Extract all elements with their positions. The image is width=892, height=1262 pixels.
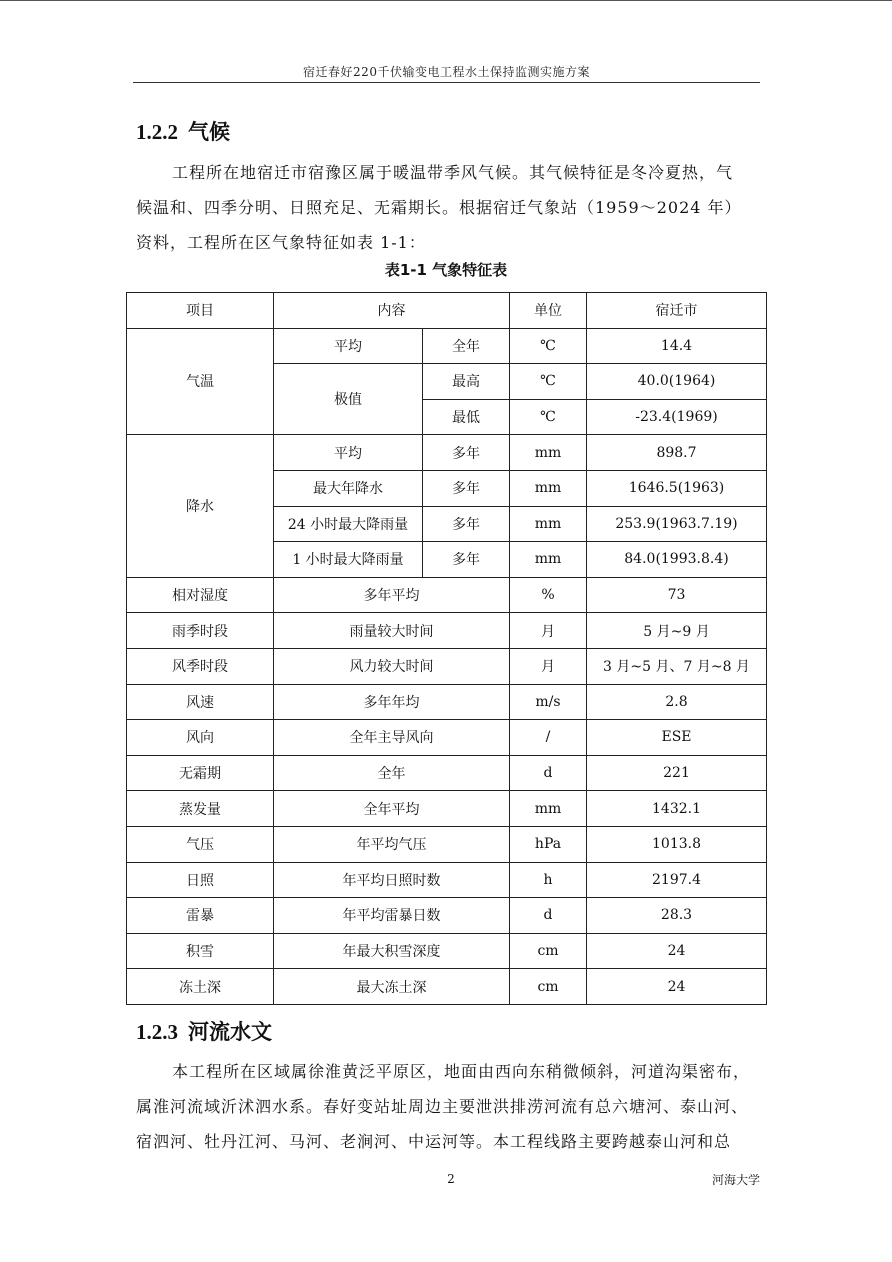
item-cell: 冻土深 — [127, 969, 274, 1005]
header-value: 宿迁市 — [587, 293, 767, 329]
table-row — [127, 862, 767, 898]
content-cell: 多年平均 — [274, 577, 510, 613]
item-cell: 积雪 — [127, 933, 274, 969]
header-item: 项目 — [127, 293, 274, 329]
climate-table — [126, 292, 767, 1005]
footer-organization: 河海大学 — [711, 1173, 760, 1187]
table-row — [127, 328, 767, 364]
header-unit: 单位 — [510, 293, 587, 329]
period-cell: 最高 — [423, 364, 510, 400]
content-cell: 最大年降水 — [274, 470, 423, 506]
table-row — [127, 435, 767, 471]
unit-cell: mm — [510, 470, 587, 506]
content-cell: 全年平均 — [274, 791, 510, 827]
content-cell: 24 小时最大降雨量 — [274, 506, 423, 542]
value-cell: 24 — [587, 969, 767, 1005]
section-heading-climate — [136, 116, 230, 146]
item-cell: 风季时段 — [127, 648, 274, 684]
paragraph-line: 属淮河流域沂沭泗水系。春好变站址周边主要泄洪排涝河流有总六塘河、泰山河、 — [136, 1097, 749, 1116]
unit-cell: 月 — [510, 613, 587, 649]
table-row — [127, 826, 767, 862]
value-cell: 24 — [587, 933, 767, 969]
value-cell: 1646.5(1963) — [587, 470, 767, 506]
item-cell: 风速 — [127, 684, 274, 720]
table-row — [127, 755, 767, 791]
item-cell: 日照 — [127, 862, 274, 898]
value-cell: 2197.4 — [587, 862, 767, 898]
unit-cell: mm — [510, 435, 587, 471]
table-row — [127, 577, 767, 613]
unit-cell: d — [510, 755, 587, 791]
unit-cell: h — [510, 862, 587, 898]
unit-cell: cm — [510, 969, 587, 1005]
unit-cell: mm — [510, 791, 587, 827]
unit-cell: m/s — [510, 684, 587, 720]
content-cell: 极值 — [274, 364, 423, 435]
period-cell: 多年 — [423, 506, 510, 542]
value-cell: 5 月~9 月 — [587, 613, 767, 649]
value-cell: 40.0(1964) — [587, 364, 767, 400]
section-number: 1.2.2 — [136, 120, 178, 144]
content-cell: 年最大积雪深度 — [274, 933, 510, 969]
value-cell: 14.4 — [587, 328, 767, 364]
table-row — [127, 648, 767, 684]
table-header-row — [127, 293, 767, 329]
content-cell: 全年主导风向 — [274, 720, 510, 756]
value-cell: 84.0(1993.8.4) — [587, 542, 767, 578]
section-title: 气候 — [188, 120, 230, 144]
item-cell: 气压 — [127, 826, 274, 862]
unit-cell: 月 — [510, 648, 587, 684]
paragraph-line: 资料，工程所在区气象特征如表 1-1： — [136, 233, 426, 252]
unit-cell: / — [510, 720, 587, 756]
item-cell: 无霜期 — [127, 755, 274, 791]
unit-cell: mm — [510, 506, 587, 542]
item-cell: 相对湿度 — [127, 577, 274, 613]
table-row — [127, 791, 767, 827]
unit-cell: mm — [510, 542, 587, 578]
running-header: 宿迁春好220千伏输变电工程水土保持监测实施方案 — [303, 65, 590, 79]
table-row — [127, 969, 767, 1005]
item-cell: 风向 — [127, 720, 274, 756]
unit-cell: % — [510, 577, 587, 613]
value-cell: 1432.1 — [587, 791, 767, 827]
climate-paragraph — [136, 155, 758, 260]
content-cell: 雨量较大时间 — [274, 613, 510, 649]
value-cell: 898.7 — [587, 435, 767, 471]
value-cell: -23.4(1969) — [587, 399, 767, 435]
page-top-border — [0, 0, 892, 1]
paragraph-line: 本工程所在区域属徐淮黄泛平原区，地面由西向东稍微倾斜，河道沟渠密布， — [172, 1062, 751, 1081]
unit-cell: ℃ — [510, 364, 587, 400]
table-row — [127, 898, 767, 934]
content-cell: 1 小时最大降雨量 — [274, 542, 423, 578]
unit-cell: ℃ — [510, 399, 587, 435]
item-cell: 雷暴 — [127, 898, 274, 934]
content-cell: 最大冻土深 — [274, 969, 510, 1005]
section-title: 河流水文 — [188, 1020, 272, 1044]
period-cell: 最低 — [423, 399, 510, 435]
content-cell: 多年年均 — [274, 684, 510, 720]
content-cell: 平均 — [274, 435, 423, 471]
period-cell: 多年 — [423, 435, 510, 471]
paragraph-line: 宿泗河、牡丹江河、马河、老涧河、中运河等。本工程线路主要跨越泰山河和总 — [136, 1132, 732, 1151]
unit-cell: ℃ — [510, 328, 587, 364]
unit-cell: d — [510, 898, 587, 934]
value-cell: 221 — [587, 755, 767, 791]
item-cell: 降水 — [127, 435, 274, 577]
content-cell: 年平均雷暴日数 — [274, 898, 510, 934]
value-cell: 3 月~5 月、7 月~8 月 — [587, 648, 767, 684]
page-number: 2 — [447, 1172, 455, 1186]
hydrology-paragraph — [136, 1054, 758, 1159]
value-cell: 1013.8 — [587, 826, 767, 862]
period-cell: 多年 — [423, 470, 510, 506]
content-cell: 风力较大时间 — [274, 648, 510, 684]
unit-cell: hPa — [510, 826, 587, 862]
paragraph-line: 候温和、四季分明、日照充足、无霜期长。根据宿迁气象站（1959～2024 年） — [136, 198, 742, 217]
content-cell: 年平均气压 — [274, 826, 510, 862]
period-cell: 全年 — [423, 328, 510, 364]
item-cell: 气温 — [127, 328, 274, 435]
value-cell: 28.3 — [587, 898, 767, 934]
value-cell: 73 — [587, 577, 767, 613]
section-number: 1.2.3 — [136, 1020, 178, 1044]
value-cell: ESE — [587, 720, 767, 756]
table-row — [127, 684, 767, 720]
value-cell: 2.8 — [587, 684, 767, 720]
unit-cell: cm — [510, 933, 587, 969]
table-row — [127, 720, 767, 756]
item-cell: 雨季时段 — [127, 613, 274, 649]
table-row — [127, 613, 767, 649]
period-cell: 多年 — [423, 542, 510, 578]
content-cell: 年平均日照时数 — [274, 862, 510, 898]
item-cell: 蒸发量 — [127, 791, 274, 827]
header-rule — [133, 82, 760, 83]
content-cell: 全年 — [274, 755, 510, 791]
table-caption: 表1-1 气象特征表 — [384, 261, 508, 279]
section-heading-hydrology — [136, 1016, 272, 1046]
table-row — [127, 933, 767, 969]
value-cell: 253.9(1963.7.19) — [587, 506, 767, 542]
header-content: 内容 — [274, 293, 510, 329]
content-cell: 平均 — [274, 328, 423, 364]
paragraph-line: 工程所在地宿迁市宿豫区属于暖温带季风气候。其气候特征是冬冷夏热，气 — [172, 163, 734, 182]
